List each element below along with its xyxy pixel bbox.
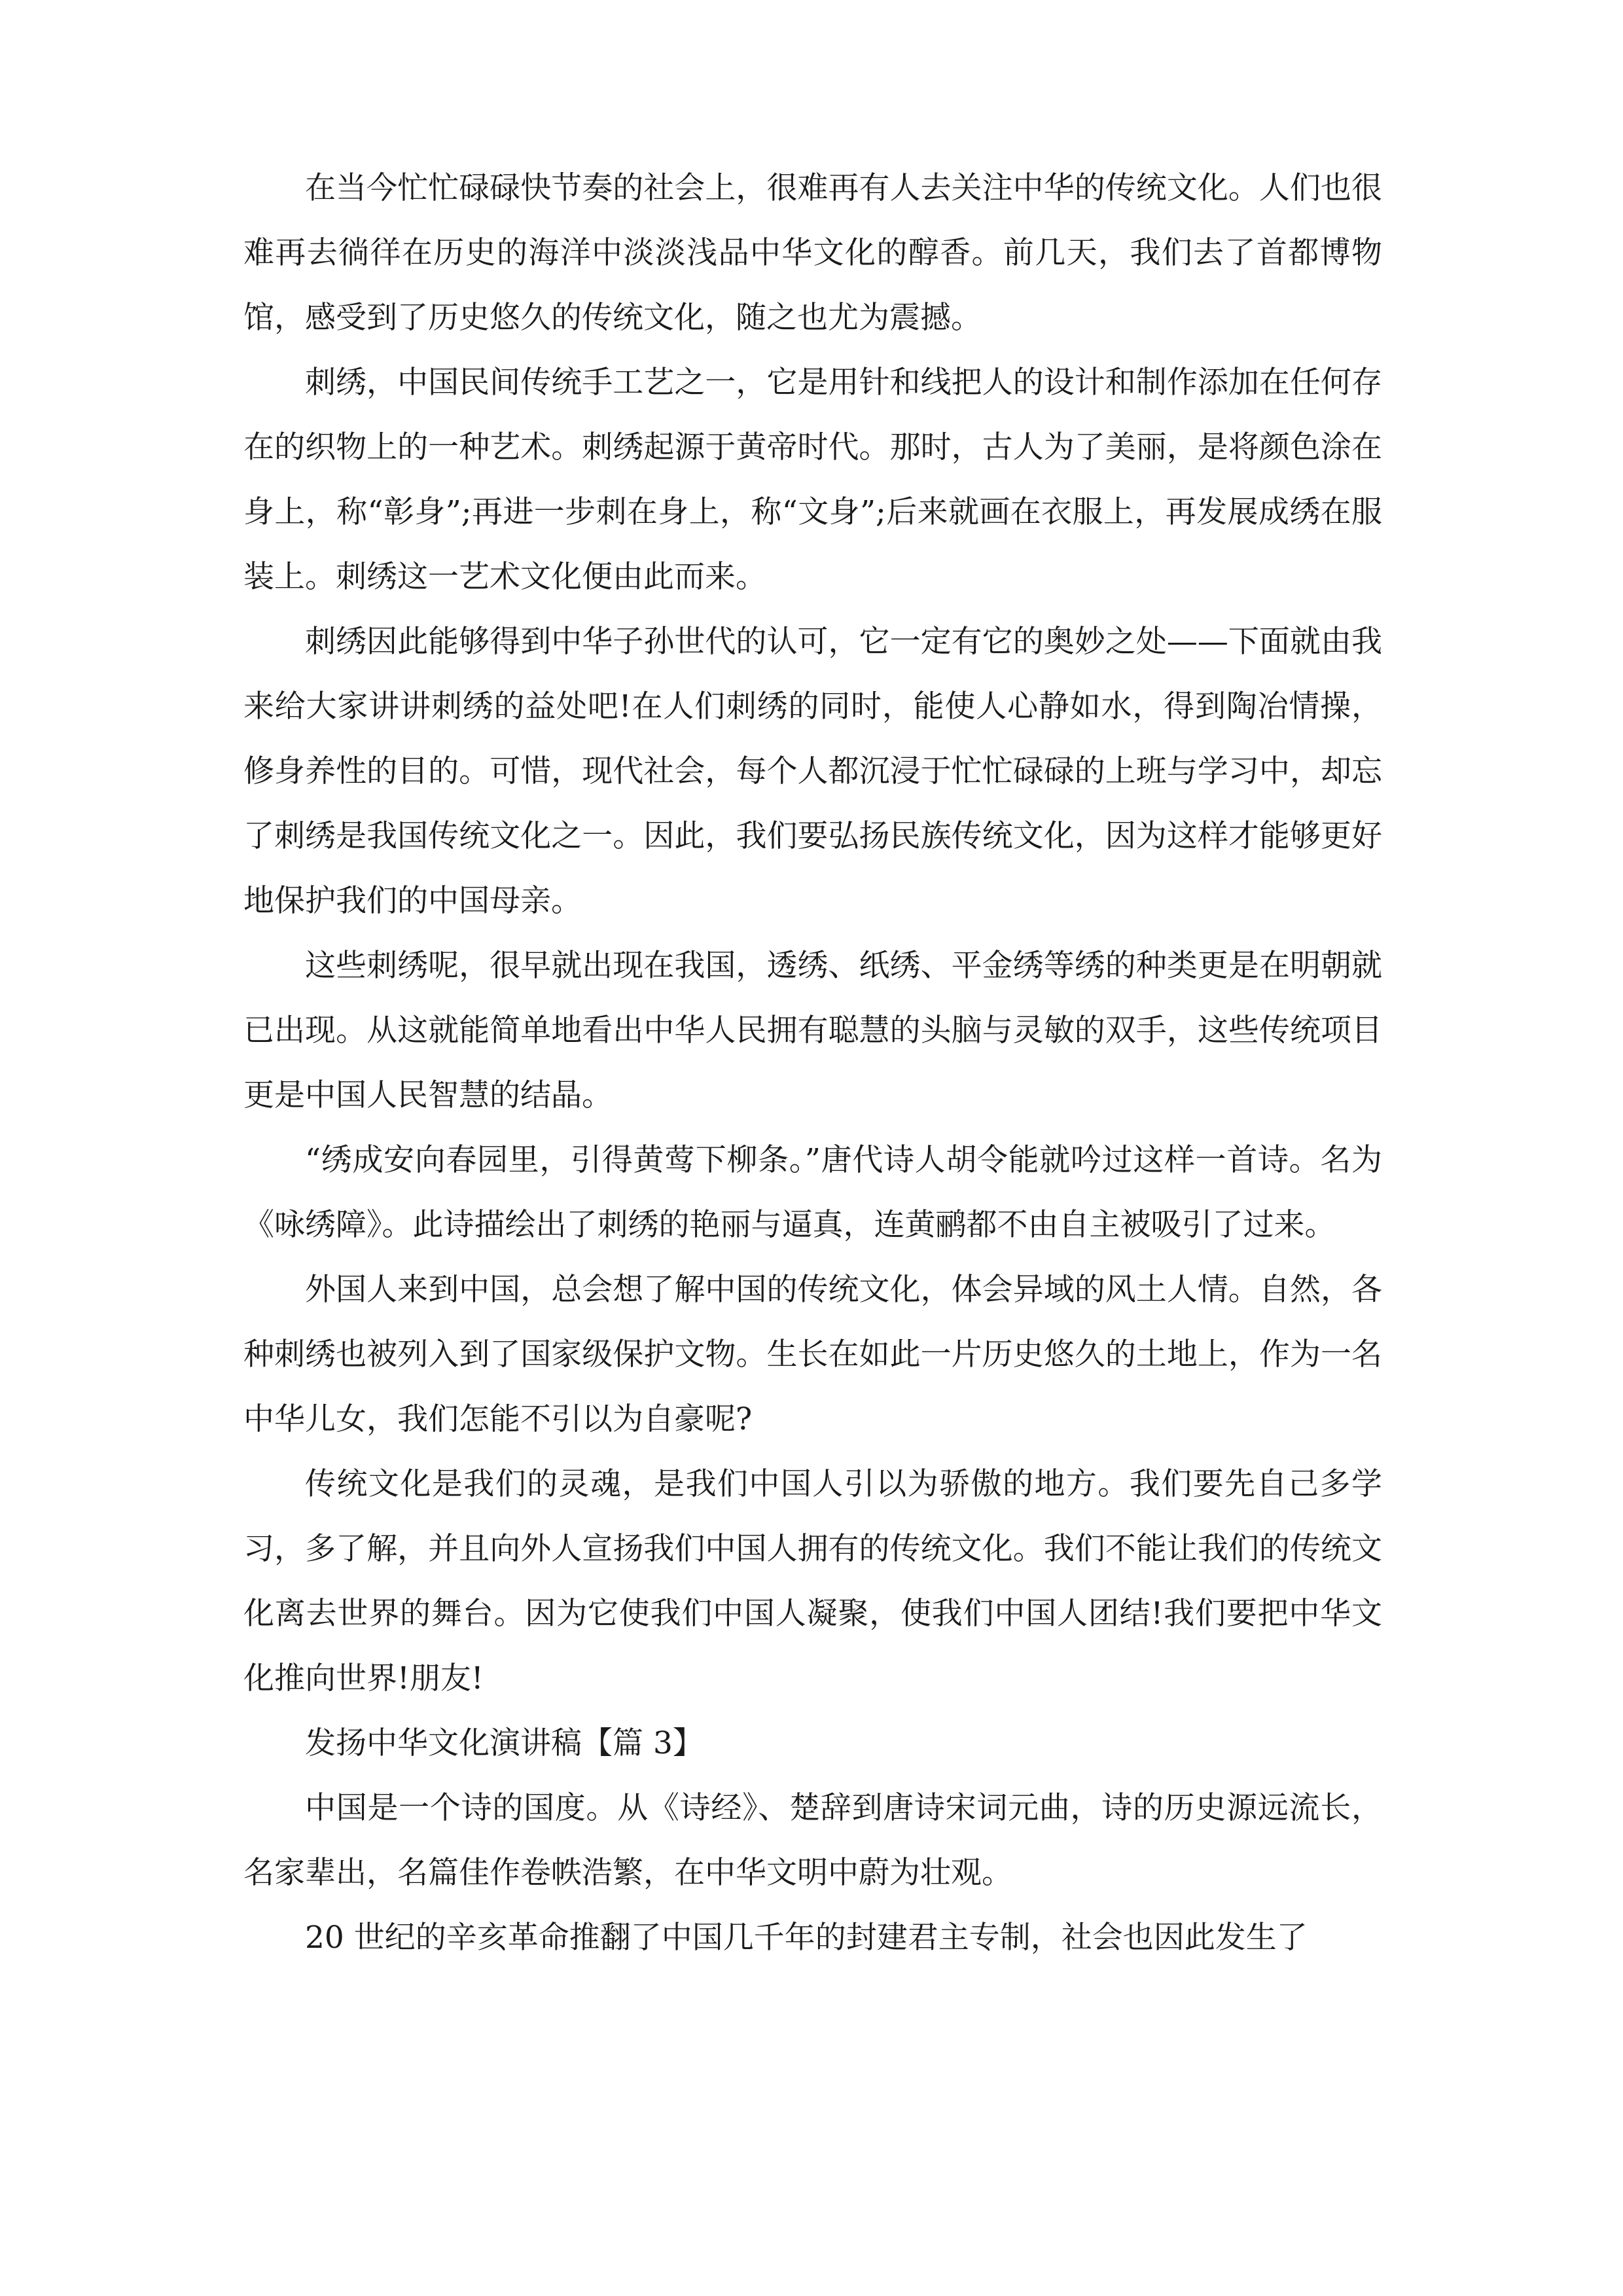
section-title: 发扬中华文化演讲稿【篇 3】 — [305, 1725, 704, 1761]
paragraph-7: 传统文化是我们的灵魂，是我们中国人引以为骄傲的地方。我们要先自己多学习，多了解，并且向外人宣扬我们中国人拥有的传统文化。我们不能让我们的传统文化离去世界的舞台。因为它使我们中国人凝聚，使我们中国人团结!我们要把中华文化推向世界!朋友! — [243, 1466, 1382, 1696]
paragraph-3: 刺绣因此能够得到中华子孙世代的认可，它一定有它的奥妙之处——下面就由我来给大家讲讲刺绣的益处吧!在人们刺绣的同时，能使人心静如水，得到陶冶情操，修身养性的目的。可惜，现代社会，每个人都沉浸于忙忙碌碌的上班与学习中，却忘了刺绣是我国传统文化之一。因此，我们要弘扬民族传统文化，因为这样才能够更好地保护我们的中国母亲。 — [243, 624, 1382, 919]
paragraph-8: 中国是一个诗的国度。从《诗经》、楚辞到唐诗宋词元曲，诗的历史源远流长，名家辈出，名篇佳作卷帙浩繁，在中华文明中蔚为壮观。 — [243, 1790, 1382, 1891]
paragraph-6: 外国人来到中国，总会想了解中国的传统文化，体会异域的风土人情。自然，各种刺绣也被列入到了国家级保护文物。生长在如此一片历史悠久的土地上，作为一名中华儿女，我们怎能不引以为自豪呢? — [243, 1272, 1382, 1437]
paragraph-9: 20 世纪的辛亥革命推翻了中国几千年的封建君主专制，社会也因此发生了 — [305, 1920, 1308, 1956]
paragraph-4: 这些刺绣呢，很早就出现在我国，透绣、纸绣、平金绣等绣的种类更是在明朝就已出现。从这就能简单地看出中华人民拥有聪慧的头脑与灵敏的双手，这些传统项目更是中国人民智慧的结晶。 — [243, 948, 1382, 1113]
paragraph-2: 刺绣，中国民间传统手工艺之一，它是用针和线把人的设计和制作添加在任何存在的织物上的一种艺术。刺绣起源于黄帝时代。那时，古人为了美丽，是将颜色涂在身上，称“彰身”;再进一步刺在身上，称“文身”;后来就画在衣服上，再发展成绣在服装上。刺绣这一艺术文化便由此而来。 — [243, 365, 1382, 595]
paragraph-1: 在当今忙忙碌碌快节奏的社会上，很难再有人去关注中华的传统文化。人们也很难再去徜徉在历史的海洋中淡淡浅品中华文化的醇香。前几天，我们去了首都博物馆，感受到了历史悠久的传统文化，随之也尤为震撼。 — [243, 170, 1382, 336]
paragraph-5: “绣成安向春园里，引得黄莺下柳条。”唐代诗人胡令能就吟过这样一首诗。名为《咏绣障》。此诗描绘出了刺绣的艳丽与逼真，连黄鹂都不由自主被吸引了过来。 — [243, 1142, 1382, 1243]
document-body — [243, 156, 1382, 1970]
